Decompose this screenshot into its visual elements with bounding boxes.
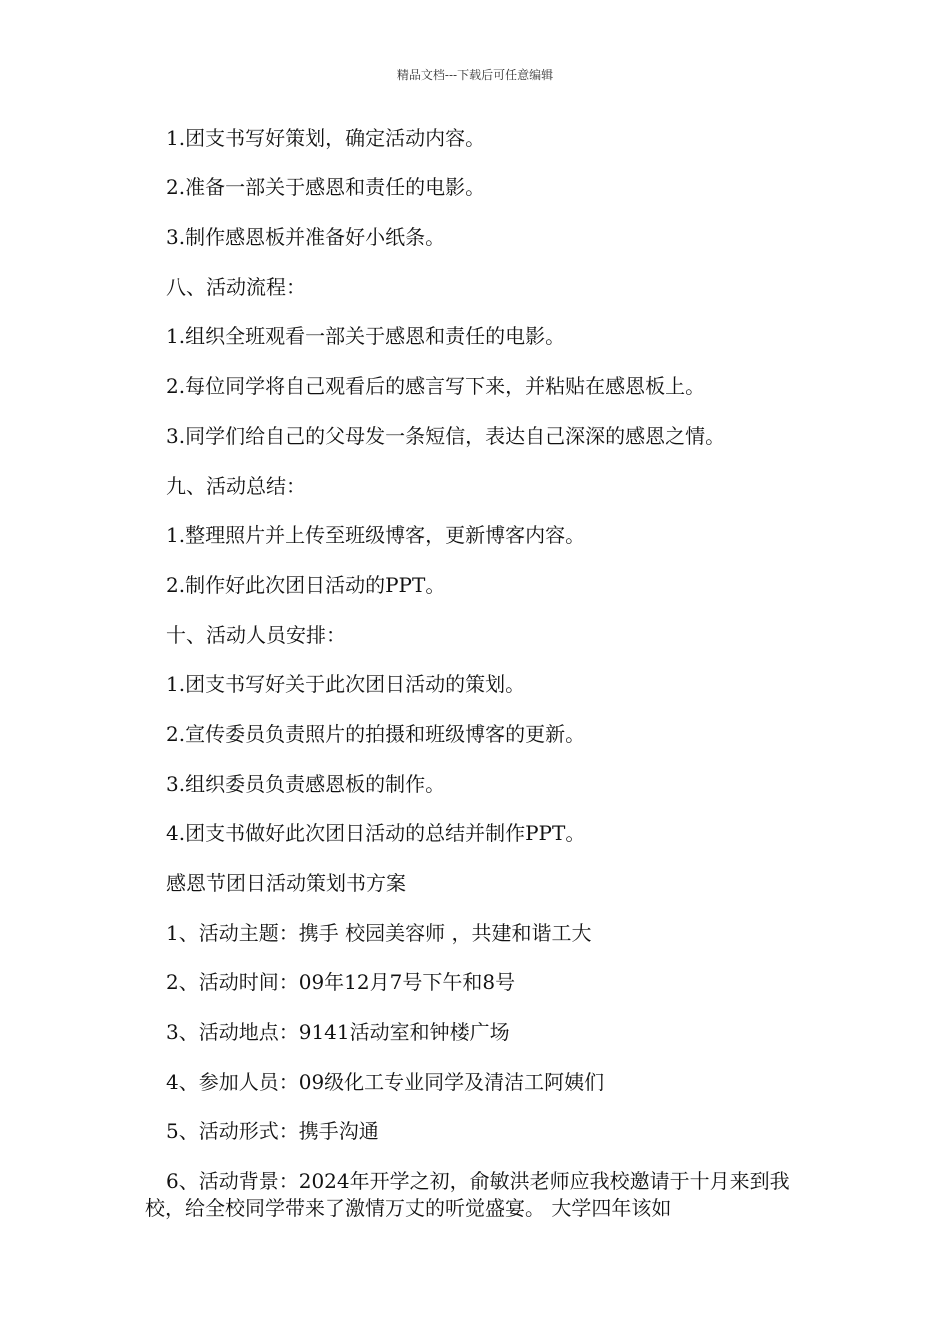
page-header: 精品文档---下载后可任意编辑 xyxy=(396,68,554,82)
body-line: 3、活动地点：9141活动室和钟楼广场 xyxy=(166,1020,510,1044)
body-line: 2.准备一部关于感恩和责任的电影。 xyxy=(166,175,486,199)
body-line: 4、参加人员：09级化工专业同学及清洁工阿姨们 xyxy=(166,1070,605,1094)
body-line: 1.团支书写好关于此次团日活动的策划。 xyxy=(166,672,526,696)
body-line: 3.组织委员负责感恩板的制作。 xyxy=(166,772,446,796)
body-line: 2、活动时间：09年12月7号下午和8号 xyxy=(166,970,516,994)
section-heading: 九、活动总结： xyxy=(166,474,306,498)
body-line: 3.制作感恩板并准备好小纸条。 xyxy=(166,225,446,249)
body-line: 1、活动主题：携手 校园美容师 ，共建和谐工大 xyxy=(166,921,592,945)
background-paragraph: 6、活动背景：2024年开学之初，俞敏洪老师应我校邀请于十月来到我校，给全校同学带来了激情万丈的听觉盛宴。 大学四年该如 xyxy=(145,1169,790,1220)
body-line: 3.同学们给自己的父母发一条短信，表达自己深深的感恩之情。 xyxy=(166,424,726,448)
body-line: 1.组织全班观看一部关于感恩和责任的电影。 xyxy=(166,324,566,348)
body-line: 2.宣传委员负责照片的拍摄和班级博客的更新。 xyxy=(166,722,586,746)
section-heading: 十、活动人员安排： xyxy=(166,623,346,647)
body-line: 2.制作好此次团日活动的PPT。 xyxy=(166,573,446,597)
body-line: 1.整理照片并上传至班级博客，更新博客内容。 xyxy=(166,523,586,547)
body-line: 1.团支书写好策划，确定活动内容。 xyxy=(166,126,486,150)
body-line: 2.每位同学将自己观看后的感言写下来，并粘贴在感恩板上。 xyxy=(166,374,706,398)
document-subtitle: 感恩节团日活动策划书方案 xyxy=(166,871,406,895)
body-line: 4.团支书做好此次团日活动的总结并制作PPT。 xyxy=(166,821,586,845)
body-line: 5、活动形式：携手沟通 xyxy=(166,1119,379,1143)
section-heading: 八、活动流程： xyxy=(166,275,306,299)
